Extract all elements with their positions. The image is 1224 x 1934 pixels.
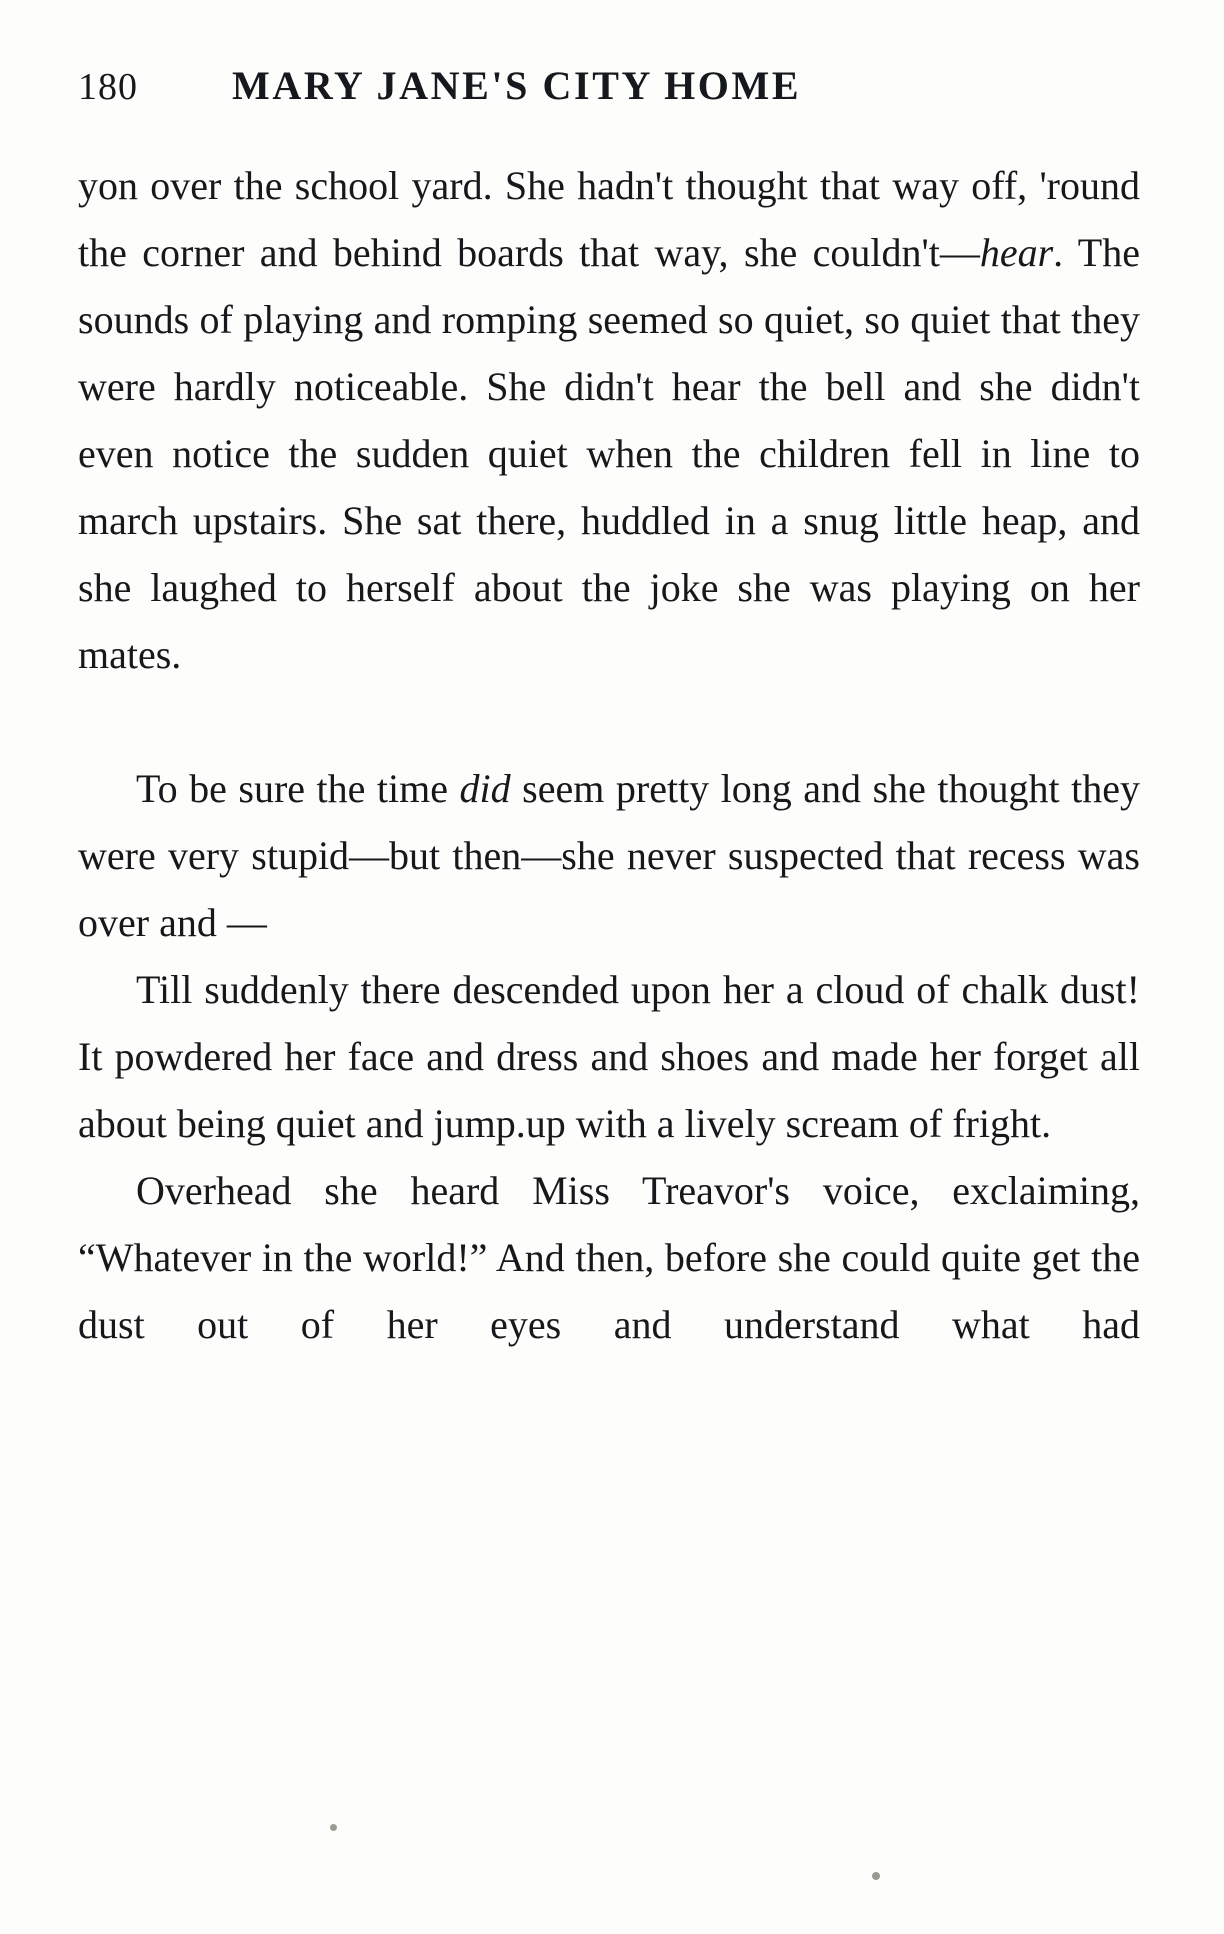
body-text-block: [78, 152, 1140, 1425]
emphasis-text: did: [459, 766, 511, 811]
text-run: To be sure the time: [136, 766, 460, 811]
paragraph-1: [78, 152, 1140, 755]
running-head-title: MARY JANE'S CITY HOME: [232, 63, 802, 108]
print-speck-icon: [330, 1824, 337, 1831]
text-run: Till suddenly there descended upon her a cloud of chalk dust! It powdered her face and dress and shoes and made her forget all about being quiet and jump.up with a lively scream of fright.: [78, 967, 1140, 1146]
paragraph-2: [78, 755, 1140, 956]
text-run: . The sounds of playing and romping seemed so quiet, so quiet that they were hardly noticeable. She didn't hear the bell and she didn't even notice the sudden quiet when the children fell in line to march upstairs. She sat there, huddled in a snug little heap, and she laughed to herself about the joke she was playing on her mates.: [78, 230, 1140, 677]
emphasis-text: hear: [979, 230, 1054, 275]
text-run: seem pretty long and she thought they were very stupid—but then—she never suspected that recess was over and —: [78, 766, 1140, 945]
page-header: [78, 62, 1146, 109]
paragraph-3: [78, 956, 1140, 1157]
text-run: yon over the school yard. She hadn't thought that way off, 'round the corner and behind boards that way, she couldn't—: [78, 163, 1140, 275]
text-run: Overhead she heard Miss Treavor's voice, exclaiming, “Whatever in the world!” And then, before she could quite get the dust out of her eyes and understand what had: [78, 1168, 1140, 1347]
print-speck-icon: [872, 1872, 880, 1880]
page-number: 180: [78, 66, 138, 108]
paragraph-4: [78, 1157, 1140, 1425]
